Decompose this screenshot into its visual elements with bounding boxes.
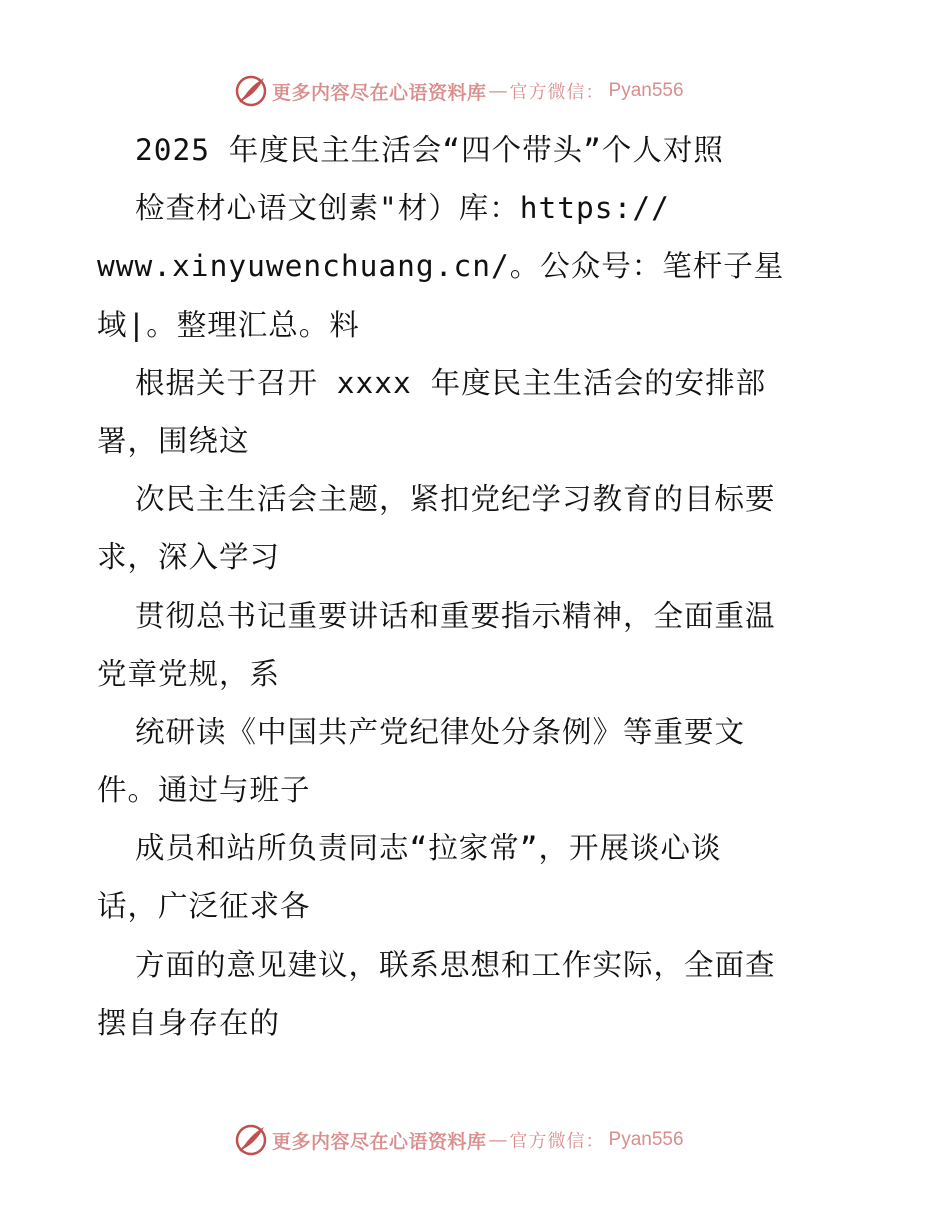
banner-sub-text: 官方微信：	[509, 82, 605, 103]
document-line: www.xinyuwenchuang.cn/。公众号：笔杆子星	[97, 249, 785, 284]
document-line: 成员和站所负责同志“拉家常”，开展谈心谈	[135, 831, 722, 866]
document-line: 域|。整理汇总。料	[97, 307, 360, 342]
bottom-watermark-banner	[0, 1120, 950, 1160]
banner-content	[234, 1120, 684, 1160]
document-line: 摆自身存在的	[97, 1005, 281, 1040]
banner-separator: —	[488, 1129, 508, 1151]
quill-logo-icon	[234, 1123, 268, 1157]
document-line: 统研读《中国共产党纪律处分条例》等重要文	[135, 714, 746, 749]
document-line: 贯彻总书记重要讲话和重要指示精神，全面重温	[135, 598, 776, 633]
document-body	[97, 121, 877, 1052]
banner-content	[234, 71, 684, 111]
document-line: 话，广泛征求各	[97, 889, 311, 924]
document-line: 根据关于召开 xxxx 年度民主生活会的安排部	[135, 365, 767, 400]
banner-separator: —	[488, 80, 508, 102]
document-line: 署，围绕这	[97, 423, 250, 458]
top-watermark-banner	[0, 71, 950, 111]
banner-main-text: 更多内容尽在心语资料库	[272, 81, 487, 104]
banner-main-text: 更多内容尽在心语资料库	[272, 1130, 487, 1153]
banner-sub-text: 官方微信：	[509, 1131, 605, 1152]
document-line: 方面的意见建议，联系思想和工作实际，全面查	[135, 947, 776, 982]
document-line: 党章党规，系	[97, 656, 281, 691]
document-title-line: 2025 年度民主生活会“四个带头”个人对照	[135, 133, 724, 167]
document-line: 求，深入学习	[97, 540, 281, 575]
banner-wechat-id: Pyan556	[608, 1129, 684, 1150]
document-line: 次民主生活会主题，紧扣党纪学习教育的目标要	[135, 482, 776, 517]
document-line: 件。通过与班子	[97, 773, 311, 808]
banner-wechat-id: Pyan556	[608, 80, 684, 101]
document-line: 检查材心语文创素"材）库：https://	[135, 191, 670, 226]
quill-logo-icon	[234, 74, 268, 108]
